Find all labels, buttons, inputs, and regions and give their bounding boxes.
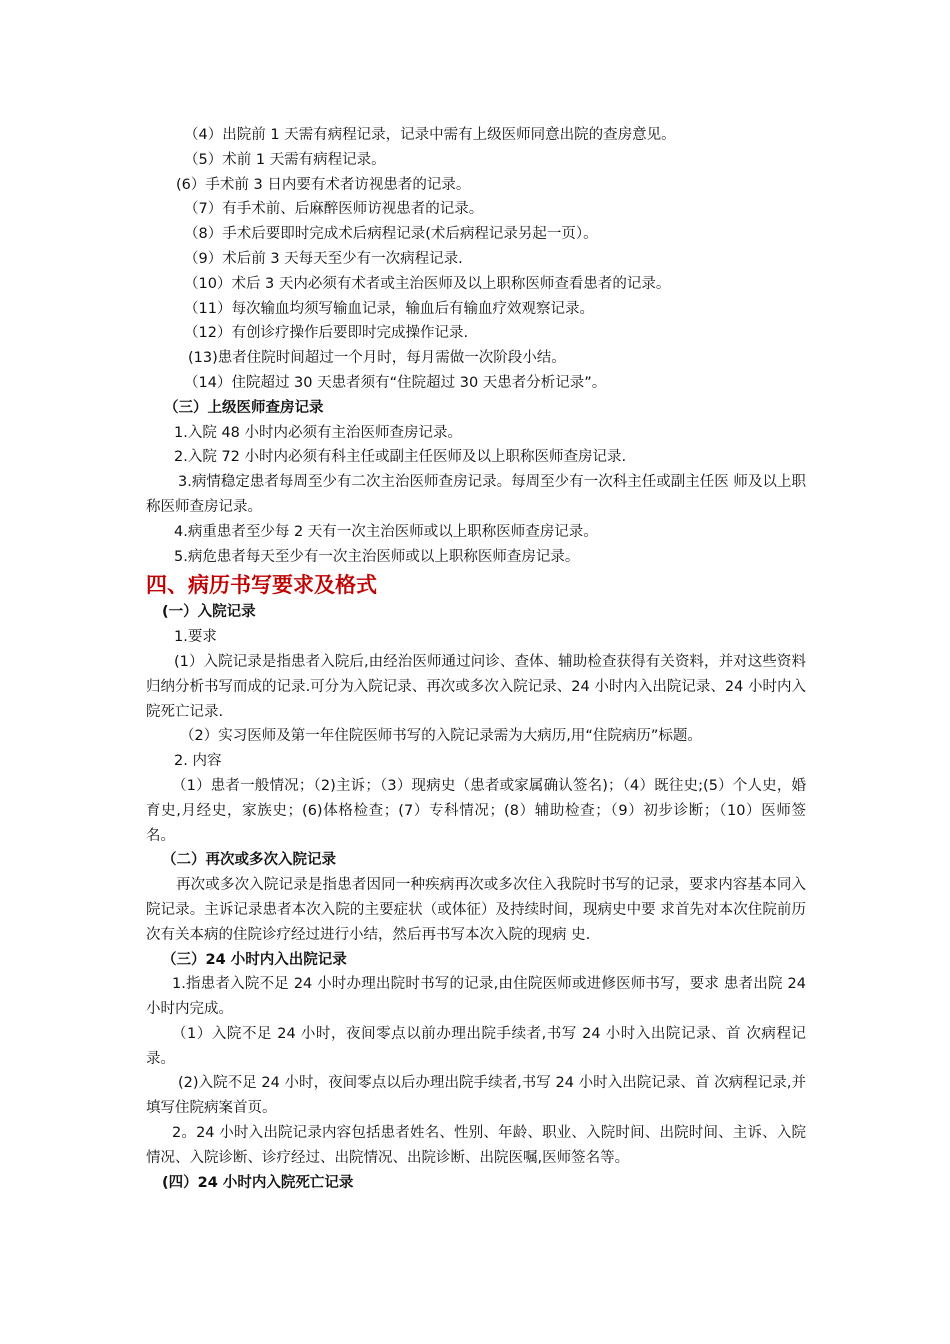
list-item: （14）住院超过 30 天患者须有“住院超过 30 天患者分析记录”。 bbox=[184, 374, 607, 391]
section-heading-readmission-record: （二）再次或多次入院记录 bbox=[162, 852, 336, 869]
paragraph: (2)入院不足 24 小时，夜间零点以后办理出院手续者,书写 24 小时入出院记录、首 次病程记录,并填写住院病案首页。 bbox=[146, 1075, 806, 1117]
list-item: (13)患者住院时间超过一个月时，每月需做一次阶段小结。 bbox=[188, 350, 566, 367]
section-heading-24h-death-record: (四）24 小时内入院死亡记录 bbox=[162, 1174, 354, 1191]
list-item: 5.病危患者每天至少有一次主治医师或以上职称医师查房记录。 bbox=[174, 548, 580, 565]
list-item: 4.病重患者至少每 2 天有一次主治医师或以上职称医师查房记录。 bbox=[174, 523, 598, 540]
list-item: （7）有手术前、后麻醉医师访视患者的记录。 bbox=[184, 201, 484, 218]
list-item: （10）术后 3 天内必须有术者或主治医师及以上职称医师查看患者的记录。 bbox=[184, 275, 671, 292]
list-item: （4）出院前 1 天需有病程记录，记录中需有上级医师同意出院的查房意见。 bbox=[184, 127, 676, 143]
paragraph: （2）实习医师及第一年住院医师书写的入院记录需为大病历,用“住院病历”标题。 bbox=[180, 728, 702, 745]
document-body bbox=[146, 123, 806, 1195]
list-item: 3.病情稳定患者每周至少有二次主治医师查房记录。每周至少有一次科主任或副主任医 师及以上职称医师查房记录。 bbox=[146, 474, 806, 515]
paragraph: （1）入院不足 24 小时，夜间零点以前办理出院手续者,书写 24 小时入出院记录、首 次病程记录。 bbox=[146, 1025, 806, 1067]
list-item: 1.入院 48 小时内必须有主治医师查房记录。 bbox=[174, 424, 463, 441]
section-heading-24h-admission-discharge: （三）24 小时内入出院记录 bbox=[162, 951, 347, 968]
subsection-label: 2. 内容 bbox=[174, 753, 222, 770]
section-heading-attending-rounds: （三）上级医师查房记录 bbox=[164, 399, 324, 416]
section-heading-admission-record: (一）入院记录 bbox=[162, 604, 256, 621]
list-item: （12）有创诊疗操作后要即时完成操作记录. bbox=[184, 325, 469, 342]
list-item: （5）术前 1 天需有病程记录。 bbox=[184, 151, 386, 168]
paragraph: 2。24 小时入出院记录内容包括患者姓名、性别、年龄、职业、入院时间、出院时间、主诉、入院情况、入院诊断、诊疗经过、出院情况、出院诊断、出院医嘱,医师签名等。 bbox=[146, 1125, 806, 1166]
list-item: （8）手术后要即时完成术后病程记录(术后病程记录另起一页）。 bbox=[184, 226, 598, 243]
list-item: （11）每次输血均须写输血记录，输血后有输血疗效观察记录。 bbox=[184, 300, 594, 317]
paragraph: （1）患者一般情况；（2)主诉；（3）现病史（患者或家属确认签名)；（4）既往史;(5）个人史，婚育史,月经史，家族史；(6)体格检查；(7）专科情况；(8）辅助检查；（9）初步诊断；（10）医师签名。 bbox=[146, 777, 806, 844]
list-item: 2.入院 72 小时内必须有科主任或副主任医师及以上职称医师查房记录. bbox=[174, 449, 627, 466]
paragraph: (1）入院记录是指患者入院后,由经治医师通过问诊、查体、辅助检查获得有关资料，并对这些资料归纳分析书写而成的记录.可分为入院记录、再次或多次入院记录、24 小时内入出院记录、24 小时内入院死亡记录. bbox=[146, 653, 806, 720]
list-item: （9）术后前 3 天每天至少有一次病程记录. bbox=[184, 250, 463, 267]
paragraph: 1.指患者入院不足 24 小时办理出院时书写的记录,由住院医师或进修医师书写，要求 患者出院 24 小时内完成。 bbox=[146, 976, 806, 1018]
subsection-label: 1.要求 bbox=[174, 629, 217, 646]
chapter-title: 四、病历书写要求及格式 bbox=[146, 573, 377, 598]
paragraph: 再次或多次入院记录是指患者因同一种疾病再次或多次住入我院时书写的记录，要求内容基本同入院记录。主诉记录患者本次入院的主要症状（或体征）及持续时间，现病史中要 求首先对本次住院前历次有关本病的住院诊疗经过进行小结，然后再书写本次入院的现病 史. bbox=[146, 877, 806, 943]
list-item: (6）手术前 3 日内要有术者访视患者的记录。 bbox=[176, 176, 471, 193]
